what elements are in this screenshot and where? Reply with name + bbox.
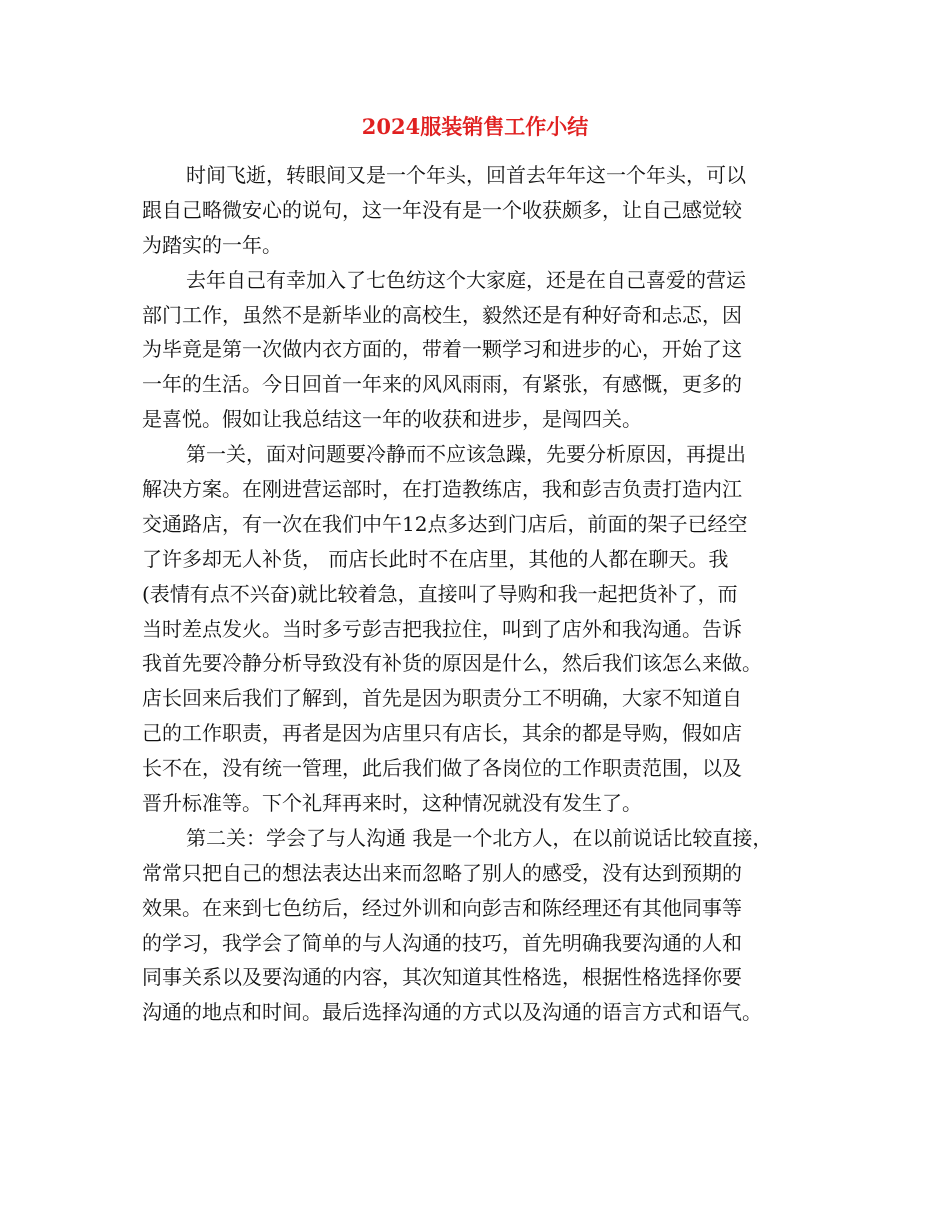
paragraph-1 [142, 158, 814, 263]
text-line: 同事关系以及要沟通的内容，其次知道其性格选，根据性格选择你要 [142, 965, 742, 990]
text-line: 沟通的地点和时间。最后选择沟通的方式以及沟通的语言方式和语气。 [142, 1000, 762, 1025]
document-title: 2024服装销售工作小结 [361, 114, 589, 139]
text-line: 时间飞逝，转眼间又是一个年头，回首去年年这一个年头，可以 [186, 163, 746, 187]
text-line: 是喜悦。假如让我总结这一年的收获和进步，是闯四关。 [142, 407, 642, 432]
text-line: 长不在，没有统一管理，此后我们做了各岗位的工作职责范围，以及 [142, 756, 742, 781]
text-line: 第一关，面对问题要冷静而不应该急躁，先要分析原因，再提出 [186, 442, 746, 467]
paragraph-4 [142, 821, 814, 1030]
text-line: 解决方案。在刚进营运部时，在打造教练店，我和彭吉负责打造内江 [142, 477, 742, 502]
text-line: 店长回来后我们了解到，首先是因为职责分工不明确，大家不知道自 [142, 686, 742, 711]
text-line: 的学习，我学会了简单的与人沟通的技巧，首先明确我要沟通的人和 [142, 930, 742, 955]
text-line: 晋升标准等。下个礼拜再来时，这种情况就没有发生了。 [142, 791, 642, 816]
text-line: 交通路店，有一次在我们中午12点多达到门店后，前面的架子已经空 [142, 511, 748, 536]
text-line: 第二关：学会了与人沟通 我是一个北方人，在以前说话比较直接， [186, 825, 773, 850]
text-line: 己的工作职责，再者是因为店里只有店长，其余的都是导购，假如店 [142, 721, 742, 746]
text-line: 部门工作，虽然不是新毕业的高校生，毅然还是有种好奇和忐忑，因 [142, 302, 742, 327]
paragraph-2 [142, 263, 814, 437]
text-line: 一年的生活。今日回首一年来的风风雨雨，有紧张，有感慨，更多的 [142, 372, 742, 397]
text-line: 我首先要冷静分析导致没有补货的原因是什么，然后我们该怎么来做。 [142, 651, 762, 676]
text-line: 当时差点发火。当时多亏彭吉把我拉住，叫到了店外和我沟通。告诉 [142, 616, 742, 641]
text-line: 去年自己有幸加入了七色纺这个大家庭，还是在自己喜爱的营运 [186, 267, 746, 292]
paragraph-3 [142, 437, 814, 821]
text-line: 了许多却无人补货， 而店长此时不在店里，其他的人都在聊天。我 [142, 546, 729, 571]
text-line: 效果。在来到七色纺后，经过外训和向彭吉和陈经理还有其他同事等 [142, 895, 742, 920]
document-body [142, 158, 814, 1030]
text-line: (表情有点不兴奋)就比较着急，直接叫了导购和我一起把货补了，而 [142, 581, 738, 606]
text-line: 为踏实的一年。 [142, 232, 282, 257]
text-line: 跟自己略微安心的说句，这一年没有是一个收获颇多，让自己感觉较 [142, 197, 742, 222]
text-line: 为毕竟是第一次做内衣方面的，带着一颗学习和进步的心，开始了这 [142, 337, 742, 362]
text-line: 常常只把自己的想法表达出来而忽略了别人的感受，没有达到预期的 [142, 860, 742, 885]
